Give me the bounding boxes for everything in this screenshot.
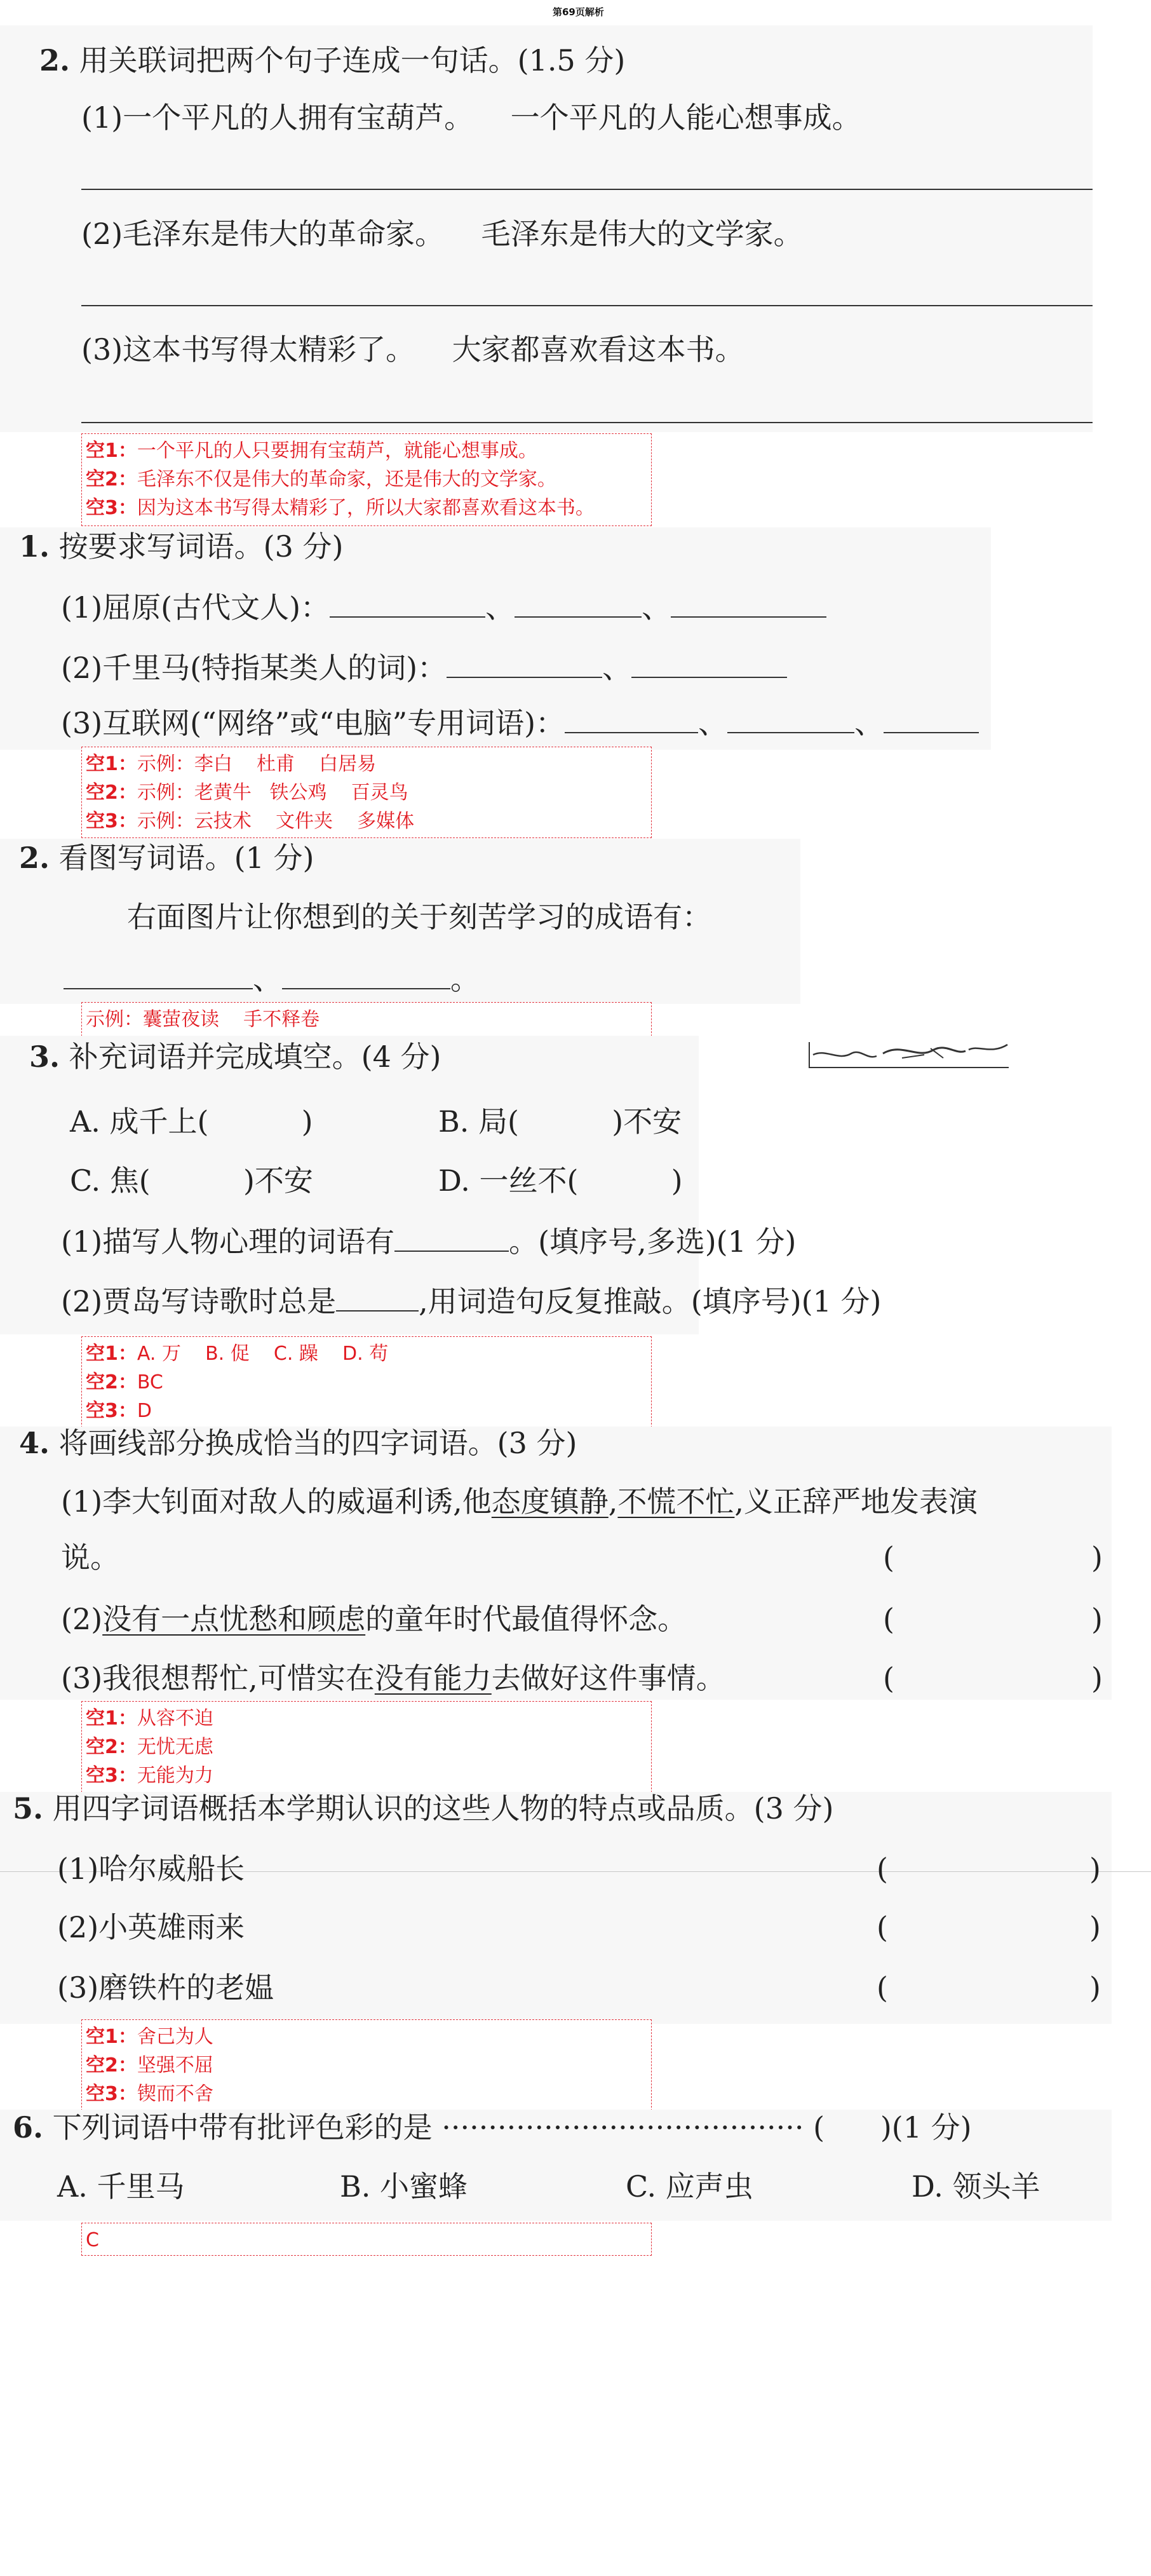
sentence-1: (1)李大钊面对敌人的威逼利诱,他态度镇静,不慌不忙,义正辞严地发表演 (61, 1484, 978, 1519)
word-item-2: (2)千里马(特指某类人的词)： 、 (61, 651, 787, 682)
page-title: 第69页解析 (553, 6, 604, 18)
sentence-1-end: 说。 (61, 1540, 119, 1575)
answer-line[interactable] (81, 189, 1093, 190)
question-5-title: 5. 用四字词语概括本学期认识的这些人物的特点或品质。(3 分) (13, 1791, 834, 1826)
answer-box: 空1：一个平凡的人只要拥有宝葫芦，就能心想事成。 空2：毛泽东不仅是伟大的革命家，还是伟大的文学家。 空3：因为这本书写得太精彩了，所以大家都喜欢看这本书。 (81, 433, 652, 526)
blank[interactable] (447, 651, 602, 678)
answer-box: 空1：示例：李白 杜甫 白居易 空2：示例：老黄牛 铁公鸡 百灵鸟 空3：示例：云技术 文件夹 多媒体 (81, 747, 652, 838)
choice-c[interactable]: C. 应声虫 (626, 2169, 753, 2204)
answer-paren-close: ) (1089, 1852, 1101, 1886)
blank[interactable] (515, 591, 642, 618)
choice-a[interactable]: A. 千里马 (57, 2169, 185, 2204)
answer-paren-open[interactable]: ( (877, 1852, 888, 1886)
question-number: 2. (39, 43, 71, 78)
answer-paren-open[interactable]: ( (883, 1661, 894, 1695)
blank[interactable] (884, 707, 979, 733)
person-item: (1)哈尔威船长 (57, 1852, 245, 1886)
idiom-blanks: 、 。 (64, 963, 480, 994)
sentence-2: (2)没有一点忧愁和顾虑的童年时代最值得怀念。 (61, 1602, 687, 1636)
answer-line[interactable] (81, 305, 1093, 306)
blank[interactable] (671, 591, 826, 618)
answer-paren-open[interactable]: ( (883, 1540, 894, 1575)
answer-box: 示例：囊萤夜读 手不释卷 (81, 1002, 652, 1036)
sub-question-2: (2)贾岛写诗歌时总是 ,用词造句反复推敲。(填序号)(1 分) (61, 1284, 882, 1319)
option-d: D. 一丝不( ) (438, 1163, 683, 1198)
blank[interactable] (64, 963, 253, 989)
choice-d[interactable]: D. 领头羊 (912, 2169, 1040, 2204)
question-2b-title: 2. 看图写词语。(1 分) (19, 841, 314, 875)
question-1-title: 1. 按要求写词语。(3 分) (19, 529, 344, 564)
answer-paren-close: ) (1089, 1970, 1101, 2005)
answer-paren-close: ) (1091, 1602, 1103, 1636)
blank[interactable] (565, 707, 698, 733)
answer-paren-open[interactable]: ( (883, 1602, 894, 1636)
question-6-title: 6. 下列词语中带有批评色彩的是 ······································· ( )(1 分) (13, 2110, 972, 2145)
answer-box: 空1：舍己为人 空2：坚强不屈 空3：锲而不舍 (81, 2019, 652, 2111)
option-a: A. 成千上( ) (70, 1104, 313, 1139)
blank[interactable] (336, 1285, 419, 1312)
question-prompt: 右面图片让你想到的关于刻苦学习的成语有： (127, 900, 711, 934)
blank[interactable] (631, 651, 787, 678)
question-block-bg (0, 1427, 1112, 1700)
answer-paren-open[interactable]: ( (877, 1910, 888, 1944)
answer-box: C (81, 2223, 652, 2256)
question-text: 用关联词把两个句子连成一句话。(1.5 分) (79, 43, 626, 78)
choice-b[interactable]: B. 小蜜蜂 (340, 2169, 468, 2204)
blank[interactable] (394, 1225, 509, 1252)
answer-box: 空1：从容不迫 空2：无忧无虑 空3：无能为力 (81, 1701, 652, 1793)
sentence-item: (3)这本书写得太精彩了。 大家都喜欢看这本书。 (81, 332, 744, 367)
question-2a-title (39, 43, 626, 78)
sub-question-1: (1)描写人物心理的词语有 。(填序号,多选)(1 分) (61, 1224, 797, 1259)
answer-line[interactable] (81, 422, 1093, 423)
option-c: C. 焦( )不安 (70, 1163, 313, 1198)
option-b: B. 局( )不安 (438, 1104, 682, 1139)
answer-paren-close: ) (1091, 1540, 1103, 1575)
blank[interactable] (330, 591, 485, 618)
word-item-1: (1)屈原(古代文人)： 、 、 (61, 591, 826, 622)
sentence-3: (3)我很想帮忙,可惜实在没有能力去做好这件事情。 (61, 1661, 725, 1695)
word-item-3: (3)互联网(“网络”或“电脑”专用词语)： 、 、 (61, 707, 979, 738)
question-3-title: 3. 补充词语并完成填空。(4 分) (29, 1040, 441, 1074)
sentence-item: (2)毛泽东是伟大的革命家。 毛泽东是伟大的文学家。 (81, 217, 803, 251)
person-item: (3)磨铁杵的老媪 (57, 1970, 274, 2005)
question-4-title: 4. 将画线部分换成恰当的四字词语。(3 分) (19, 1426, 577, 1460)
answer-paren-close: ) (1091, 1661, 1103, 1695)
person-item: (2)小英雄雨来 (57, 1910, 245, 1944)
sentence-item: (1)一个平凡的人拥有宝葫芦。 一个平凡的人能心想事成。 (81, 100, 861, 135)
answer-box: 空1：A. 万 B. 促 C. 躁 D. 苟 空2：BC 空3：D (81, 1336, 652, 1428)
study-sketch-image (807, 1036, 1010, 1073)
answer-paren-open[interactable]: ( (877, 1970, 888, 2005)
answer-paren-close: ) (1089, 1910, 1101, 1944)
blank[interactable] (727, 707, 854, 733)
blank[interactable] (282, 963, 450, 989)
